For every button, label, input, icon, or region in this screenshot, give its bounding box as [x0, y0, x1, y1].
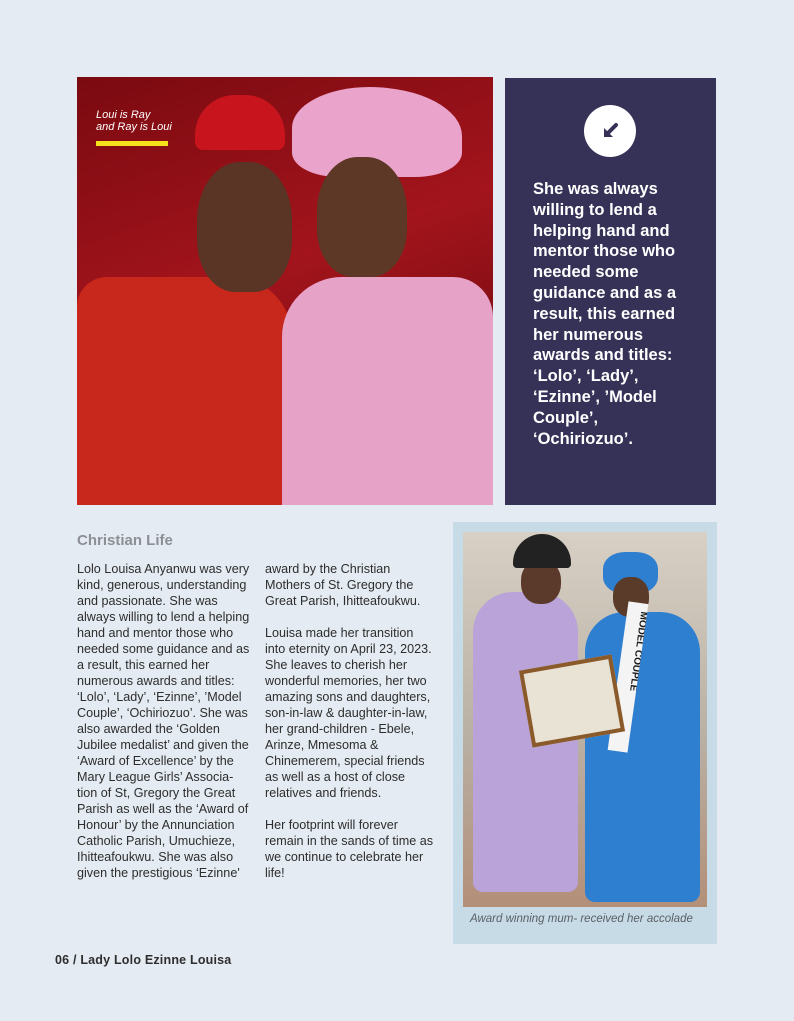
photo-caption: Award winning mum- received her accolade	[470, 913, 693, 925]
award-photo-frame	[453, 522, 717, 944]
paragraph: award by the Christian Mothers of St. Gregory the Great Parish, Ihitteafoukwu.	[265, 562, 421, 608]
caption-line-1: Loui is Ray	[96, 109, 151, 121]
man-hat	[513, 534, 571, 568]
pull-quote-box	[505, 78, 716, 505]
man-red-cap	[195, 95, 285, 150]
paragraph: Lolo Louisa Anyanwu was very kind, generous, understanding and passionate. She was always willing to lend a helping hand and mentor those who needed some guidance and as a result, this earned her numerous awards and titles: ‘Lolo’, ‘Lady’, ‘Ezinne’, ’Model Couple’, ‘Ochiriozuo’. She was also awarded the ‘Golden Jubilee medalist’ and given the ‘Award of Excellence’ by the Mary League Girls’ Associa-tion of St, Gregory the Great Parish as well as the ‘Award of Honour’ by the Annunciation Catholic Parish, Umuchieze, Ihitteafoukwu. She was also given the prestigious ‘Ezinne'	[77, 562, 250, 880]
award-plaque	[519, 654, 625, 747]
award-photo	[463, 532, 707, 907]
article-column-1	[77, 561, 252, 897]
yellow-accent-bar	[96, 141, 168, 146]
man-face	[197, 162, 292, 292]
man-attire	[77, 277, 292, 505]
paragraph: Louisa made her transition into eternity on April 23, 2023. She leaves to cherish her wonderful memories, her two amazing sons and daughters, son-in-law & daughter-in-law, her grand-children - Ebele, Arinze, Mmesoma & Chinemerem, special friends as well as a host of close relatives and friends.	[265, 626, 432, 800]
woman-attire	[282, 277, 493, 505]
section-title: Christian Life	[77, 532, 173, 549]
sash-text: MODEL COUPLE	[627, 610, 649, 692]
photo-overlay-caption	[96, 109, 206, 133]
arrow-down-left-icon	[584, 105, 636, 157]
pull-quote-text: She was always willing to lend a helping hand and mentor those who needed some guidance and as a result, this earned her numerous awards and titles: ‘Lolo’, ‘Lady’, ‘Ezinne’, ’Model Couple’, ‘Ochiriozuo’.	[533, 180, 677, 448]
caption-line-2: and Ray is Loui	[96, 121, 172, 133]
paragraph: Her footprint will forever remain in the sands of time as we continue to celebrate her life!	[265, 818, 433, 880]
article-column-2	[265, 561, 437, 897]
page-footer: 06 / Lady Lolo Ezinne Louisa	[55, 953, 232, 967]
woman-face	[317, 157, 407, 277]
